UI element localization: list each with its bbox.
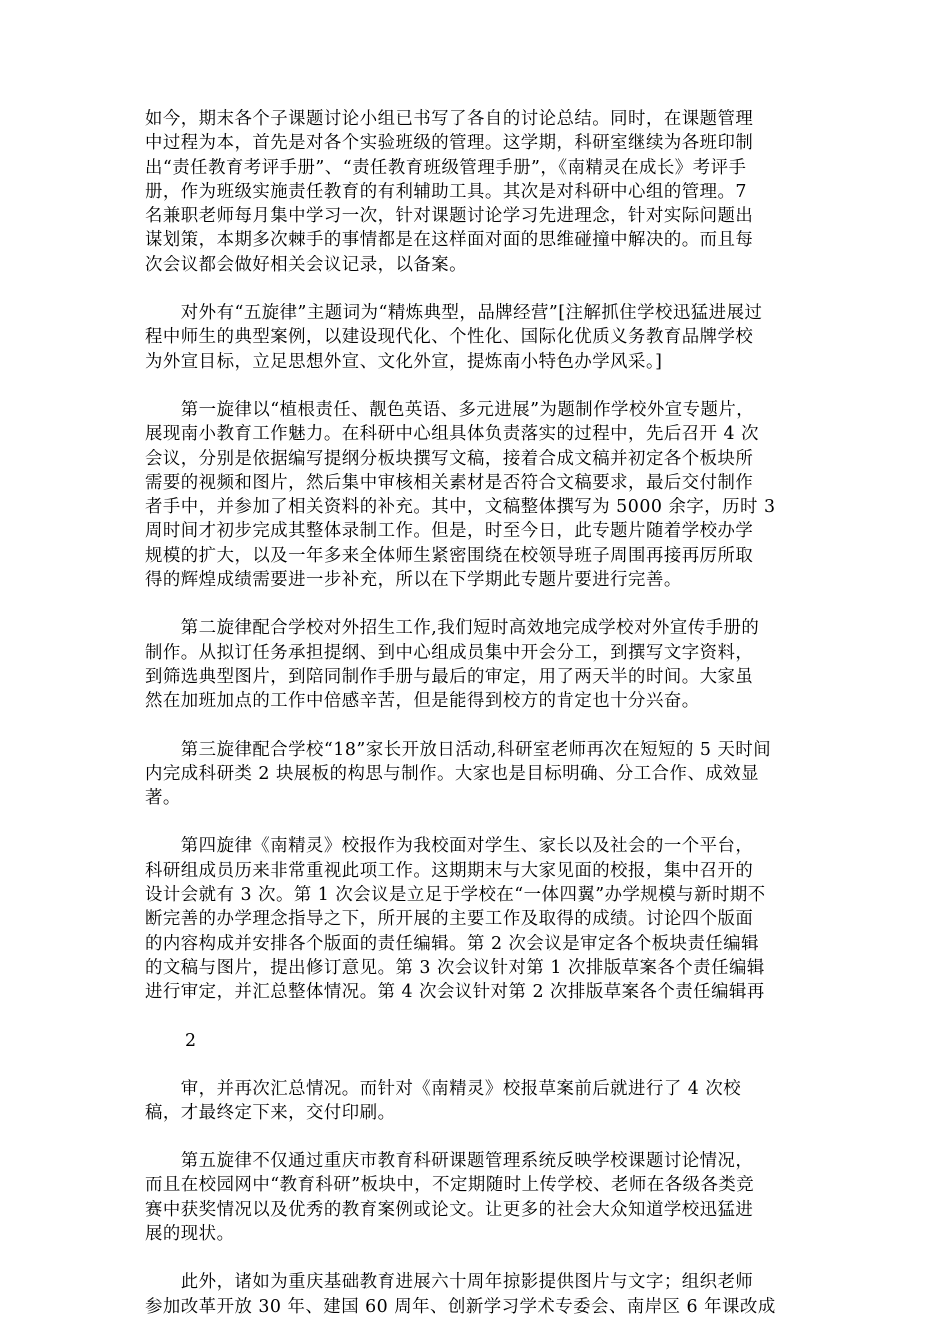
paragraph-research-summary: [145, 107, 805, 277]
paragraph-second-melody: [145, 616, 805, 713]
text-line: 制作。从拟订任务承担提纲、到中心组成员集中开会分工，到撰写文字资料，: [145, 642, 754, 663]
text-line: 此外，诸如为重庆基础教育进展六十周年掠影提供图片与文字；组织老师: [145, 1272, 754, 1293]
text-line: 名兼职老师每月集中学习一次，针对课题讨论学习先进理念，针对实际问题出: [145, 206, 754, 227]
text-line: 周时间才初步完成其整体录制工作。但是，时至今日，此专题片随着学校办学: [145, 521, 754, 542]
text-line: 出“责任教育考评手册”、“责任教育班级管理手册”，《南精灵在成长》考评手: [145, 157, 747, 178]
text-line: 赛中获奖情况以及优秀的教育案例或论文。让更多的社会大众知道学校迅猛进: [145, 1199, 754, 1220]
document-body: [145, 107, 805, 1343]
text-line: 得的辉煌成绩需要进一步补充，所以在下学期此专题片要进行完善。: [145, 570, 682, 591]
paragraph-additional-work: [145, 1270, 805, 1319]
text-line: 稿，才最终定下来，交付印刷。: [145, 1102, 396, 1123]
text-line: 第四旋律《南精灵》校报作为我校面对学生、家长以及社会的一个平台，: [145, 836, 754, 857]
paragraph-fourth-melody: [145, 834, 805, 1004]
text-line: 断完善的办学理念指导之下，所开展的主要工作及取得的成绩。讨论四个版面: [145, 909, 754, 930]
text-line: 为外宣目标，立足思想外宣、文化外宣，提炼南小特色办学风采。]: [145, 351, 663, 372]
paragraph-fourth-melody-continued: [145, 1077, 805, 1126]
paragraph-fifth-melody: [145, 1149, 805, 1246]
text-line: 需要的视频和图片，然后集中审核相关素材是否符合文稿要求，最后交付制作: [145, 472, 754, 493]
text-line: 谋划策，本期多次棘手的事情都是在这样面对面的思维碰撞中解决的。而且每: [145, 230, 754, 251]
text-line: 展现南小教育工作魅力。在科研中心组具体负责落实的过程中，先后召开 4 次: [145, 424, 760, 445]
text-line: 册，作为班级实施责任教育的有利辅助工具。其次是对科研中心组的管理。7: [145, 181, 747, 202]
text-line: 规模的扩大，以及一年多来全体师生紧密围绕在校领导班子周围再接再厉所取: [145, 545, 754, 566]
text-line: 中过程为本，首先是对各个实验班级的管理。这学期，科研室继续为各班印制: [145, 133, 754, 154]
text-line: 第三旋律配合学校“18”家长开放日活动,科研室老师再次在短短的 5 天时间: [145, 739, 772, 760]
text-line: 程中师生的典型案例，以建设现代化、个性化、国际化优质义务教育品牌学校: [145, 327, 754, 348]
text-line: 第二旋律配合学校对外招生工作,我们短时高效地完成学校对外宣传手册的: [145, 618, 760, 639]
page-number: 2: [185, 1030, 197, 1051]
text-line: 次会议都会做好相关会议记录，以备案。: [145, 254, 468, 275]
text-line: 的内容构成并安排各个版面的责任编辑。第 2 次会议是审定各个板块责任编辑: [145, 933, 760, 954]
paragraph-third-melody: [145, 738, 805, 811]
text-line: 第五旋律不仅通过重庆市教育科研课题管理系统反映学校课题讨论情况，: [145, 1151, 754, 1172]
text-line: 审，并再次汇总情况。而针对《南精灵》校报草案前后就进行了 4 次校: [145, 1078, 742, 1099]
paragraph-first-melody: [145, 398, 805, 592]
text-line: 进行审定，并汇总整体情况。第 4 次会议针对第 2 次排版草案各个责任编辑再: [145, 982, 765, 1003]
text-line: 然在加班加点的工作中倍感辛苦，但是能得到校方的肯定也十分兴奋。: [145, 691, 700, 712]
text-line: 参加改革开放 30 年、建国 60 周年、创新学习学术专委会、南岸区 6 年课改成: [145, 1296, 776, 1317]
text-line: 的文稿与图片，提出修订意见。第 3 次会议针对第 1 次排版草案各个责任编辑: [145, 957, 765, 978]
text-line: 会议，分别是依据编写提纲分板块撰写文稿，接着合成文稿并初定各个板块所: [145, 448, 754, 469]
text-line: 如今，期末各个子课题讨论小组已书写了各自的讨论总结。同时，在课题管理: [145, 109, 754, 129]
text-line: 设计会就有 3 次。第 1 次会议是立足于学校在“一体四翼”办学规模与新时期不: [145, 885, 766, 906]
text-line: 内完成科研类 2 块展板的构思与制作。大家也是目标明确、分工合作、成效显: [145, 763, 760, 784]
paragraph-five-melodies-intro: [145, 301, 805, 374]
text-line: 科研组成员历来非常重视此项工作。这期期末与大家见面的校报，集中召开的: [145, 860, 754, 881]
text-line: 而且在校园网中“教育科研”板块中，不定期随时上传学校、老师在各级各类竞: [145, 1175, 755, 1196]
text-line: 展的现状。: [145, 1223, 235, 1244]
text-line: 到筛选典型图片，到陪同制作手册与最后的审定，用了两天半的时间。大家虽: [145, 666, 754, 687]
text-line: 第一旋律以“植根责任、靓色英语、多元进展”为题制作学校外宣专题片，: [145, 399, 755, 420]
text-line: 对外有“五旋律”主题词为“精炼典型，品牌经营”[注解抓住学校迅猛进展过: [145, 303, 763, 324]
text-line: 著。: [145, 788, 181, 809]
text-line: 者手中，并参加了相关资料的补充。其中，文稿整体撰写为 5000 余字，历时 3: [145, 497, 776, 518]
